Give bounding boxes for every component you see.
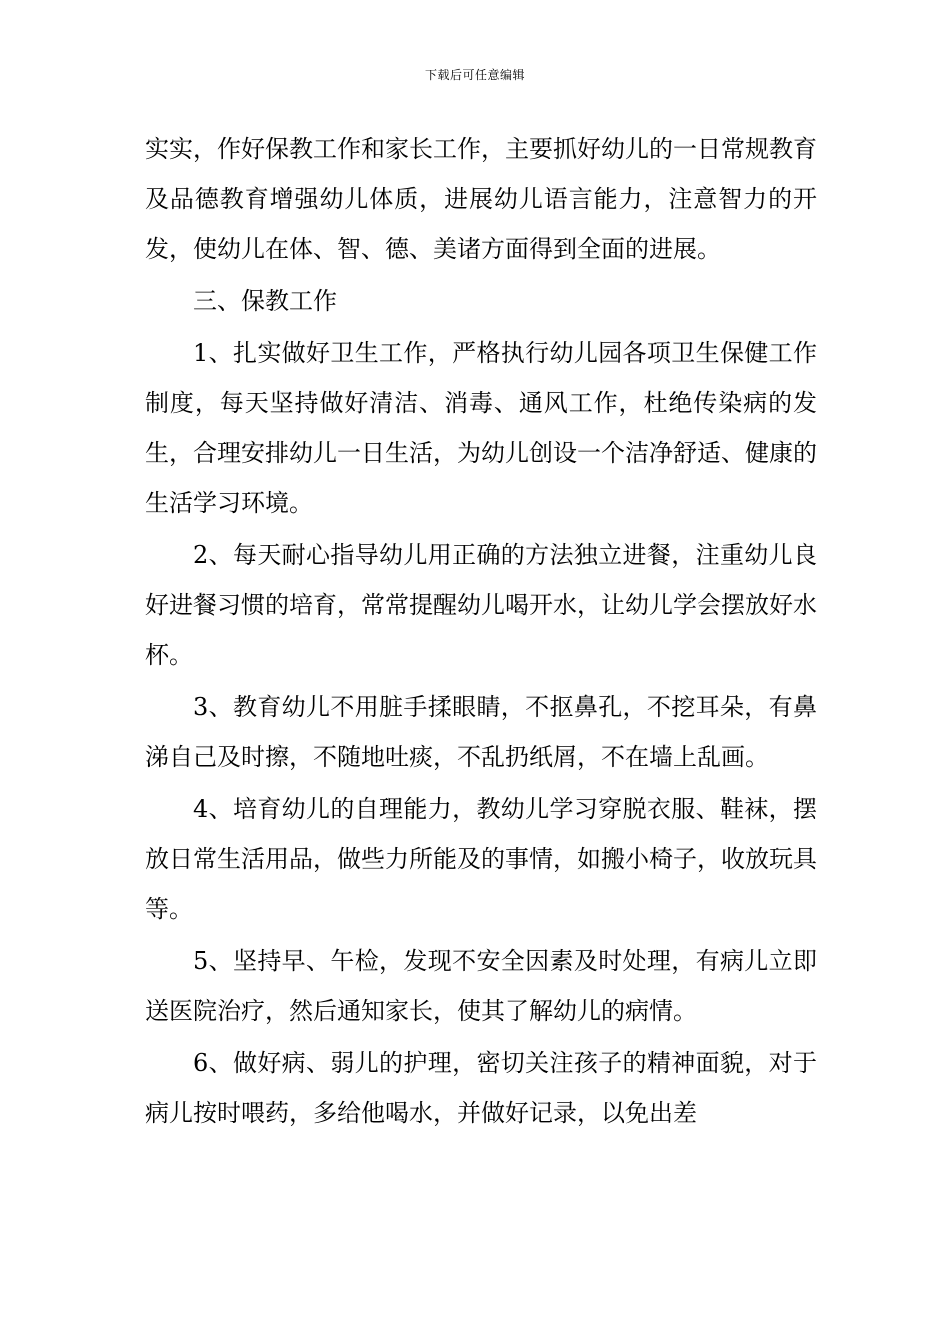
paragraph-item-6: 6、做好病、弱儿的护理，密切关注孩子的精神面貌，对于病儿按时喂药，多给他喝水，并做好记录，以免出差 — [145, 1049, 817, 1127]
paragraph-intro-continued: 实实，作好保教工作和家长工作，主要抓好幼儿的一日常规教育及品德教育增强幼儿体质，进展幼儿语言能力，注意智力的开发，使幼儿在体、智、德、美诸方面得到全面的进展。 — [145, 135, 817, 263]
paragraph-item-3: 3、教育幼儿不用脏手揉眼睛，不抠鼻孔，不挖耳朵，有鼻涕自己及时擦，不随地吐痰，不乱扔纸屑，不在墙上乱画。 — [145, 693, 817, 771]
section-heading-baojiao: 三、保教工作 — [193, 287, 337, 315]
header-note: 下载后可任意编辑 — [424, 68, 525, 82]
paragraph-item-4: 4、培育幼儿的自理能力，教幼儿学习穿脱衣服、鞋袜，摆放日常生活用品，做些力所能及的事情，如搬小椅子，收放玩具等。 — [145, 795, 817, 923]
paragraph-item-2: 2、每天耐心指导幼儿用正确的方法独立进餐，注重幼儿良好进餐习惯的培育，常常提醒幼儿喝开水，让幼儿学会摆放好水杯。 — [145, 541, 817, 669]
paragraph-item-5: 5、坚持早、午检，发现不安全因素及时处理，有病儿立即送医院治疗，然后通知家长，使其了解幼儿的病情。 — [145, 947, 817, 1025]
paragraph-item-1: 1、扎实做好卫生工作，严格执行幼儿园各项卫生保健工作制度，每天坚持做好清洁、消毒、通风工作，杜绝传染病的发生，合理安排幼儿一日生活，为幼儿创设一个洁净舒适、健康的生活学习环境。 — [145, 339, 817, 517]
body-text — [145, 124, 817, 1140]
